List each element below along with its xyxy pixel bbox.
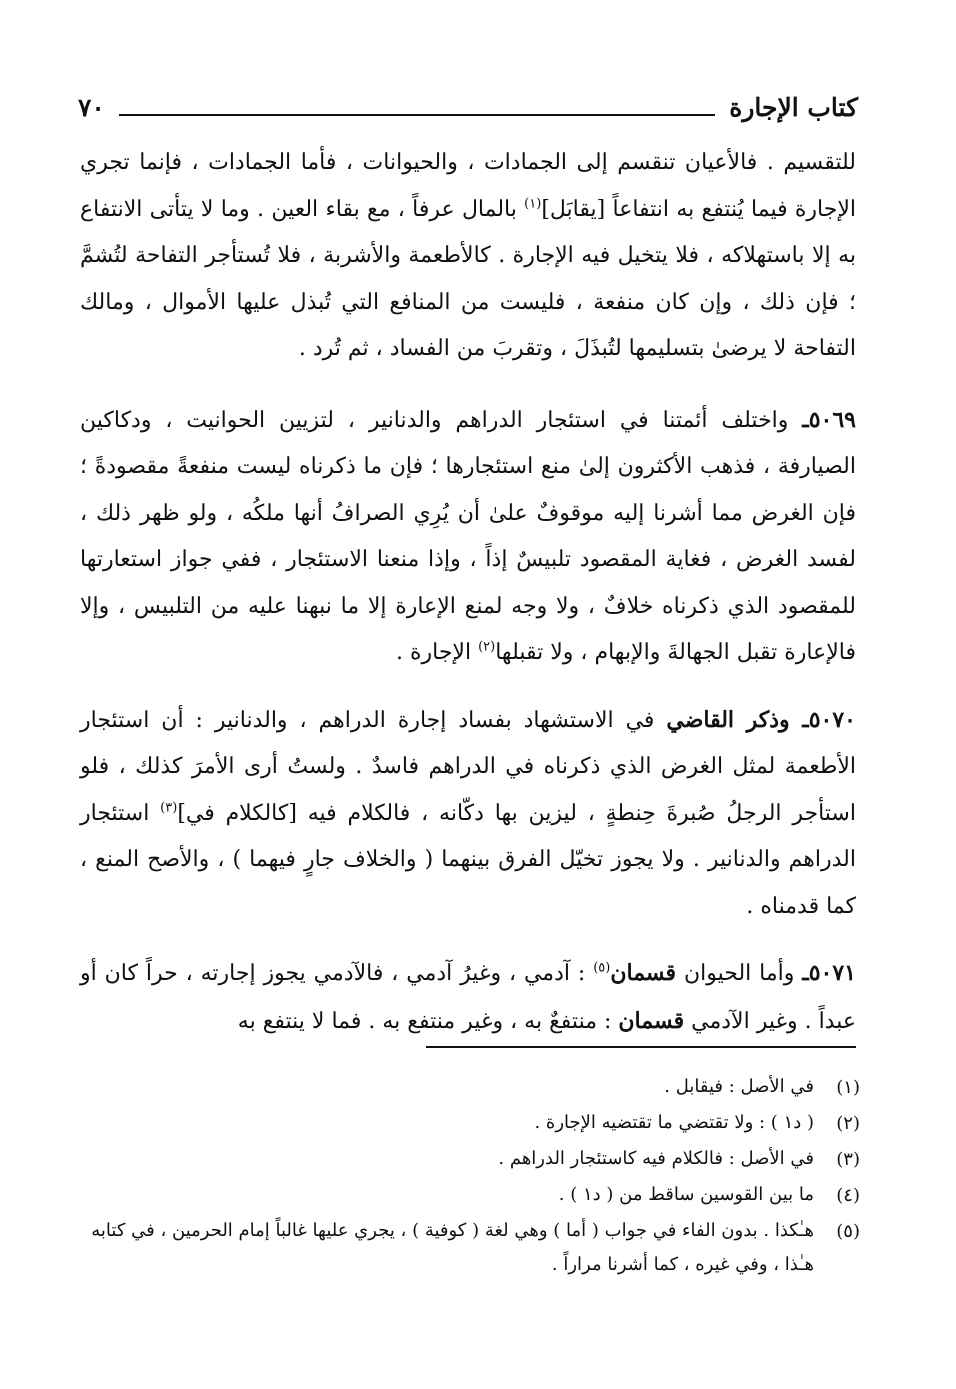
emphasis-term: قسمان	[618, 1007, 685, 1034]
paragraph-5071	[80, 950, 856, 1045]
footnote-text: ما بين القوسين ساقط من ( د١ ) .	[558, 1184, 814, 1205]
paragraph-intro	[80, 140, 856, 373]
paragraph-text: للتقسيم . فالأعيان تنقسم إلى الجمادات ، والحيوانات ، فأما الجمادات ، فإنما تجري الإجارة فيما يُنتفع به انتفاعاً [يقابَل]	[80, 150, 856, 222]
emphasis-term: قسمان	[610, 960, 677, 986]
footnote-number: (١)	[836, 1077, 860, 1098]
paragraph-text: الإجارة .	[395, 640, 479, 665]
footnote-number: (٣)	[836, 1149, 860, 1170]
paragraph-5070	[80, 697, 856, 931]
footnote-item	[80, 1214, 860, 1282]
main-text	[80, 140, 856, 1065]
footnote-text: في الأصل : فيقابل .	[664, 1076, 814, 1097]
footnote-ref: (٥)	[593, 960, 611, 976]
running-title: كتاب الإجارة	[729, 93, 858, 122]
footnote-number: (٥)	[836, 1221, 860, 1242]
footnote-item	[80, 1106, 860, 1142]
footnotes	[80, 1070, 860, 1282]
paragraph-text: : آدمي ، وغيرُ آدمي ، فالآدمي يجوز إجارته ، حراً كان أو عبداً . وغير الآدمي	[80, 961, 856, 1034]
paragraph-number: ٥٠٧٠ـ	[802, 706, 856, 733]
footnote-number: (٢)	[836, 1113, 860, 1134]
paragraph-number: ٥٠٧١ـ	[802, 960, 856, 986]
footnote-ref: (٣)	[160, 800, 178, 816]
footnote-number: (٤)	[836, 1185, 860, 1206]
page-header	[78, 84, 858, 128]
page-number: ٧٠	[78, 93, 105, 122]
footnote-item	[80, 1142, 860, 1178]
footnote-item	[80, 1070, 860, 1106]
paragraph-text: بالمال عرفاً ، مع بقاء العين . وما لا يتأتى الانتفاع به إلا باستهلاكه ، فلا يتخيل فيه الإجارة . كالأطعمة والأشربة ، فلا تُستأجر التفاحة لتُشمَّ ؛ فإن ذلك ، وإن كان منفعة ، فليست من المنافع التي تُبذل عليها الأموال ، ومالك التفاحة لا يرضىٰ بتسليمها لتُبذَلَ ، وتقربَ من الفساد ، ثم تُرد .	[80, 196, 856, 361]
paragraph-text: استئجار الدراهم والدنانير . ولا يجوز تخيّل الفرق بينهما ( والخلاف جارٍ فيهما ) ، والأصح المنع ، كما قدمناه .	[80, 800, 856, 919]
paragraph-text: : منتفعٌ به ، وغير منتفع به . فما لا ينتفع به	[237, 1008, 619, 1034]
footnote-text: هـٰكذا . بدون الفاء في جواب ( أما ) وهي لغة ( كوفية ) ، يجري عليها غالباً إمام الحرمين ، في كتابه هـٰذا ، وفي غيره ، كما أشرنا مراراً .	[91, 1220, 814, 1275]
header-rule	[119, 114, 715, 116]
footnote-text: في الأصل : فالكلام فيه كاستئجار الدراهم .	[498, 1148, 814, 1169]
footnote-ref: (١)	[524, 196, 542, 212]
footnote-separator	[426, 1046, 856, 1048]
paragraph-5069	[80, 397, 856, 677]
footnote-text: ( د١ ) : ولا تقتضي ما تقتضيه الإجارة .	[534, 1112, 814, 1133]
footnote-item	[80, 1178, 860, 1214]
paragraph-text: واختلف أئمتنا في استئجار الدراهم والدنانير ، لتزيين الحوانيت ، ودكاكين الصيارفة ، فذهب الأكثرون إلىٰ منع استئجارها ؛ فإن ما ذكرناه ليست منفعةً مقصودةً ؛ فإن الغرض مما أشرنا إليه موقوفٌ علىٰ أن يُرِي الصرافُ أنها ملكُه ، ولو ظهر ذلك ، لفسد الغرض ، فغاية المقصود تلبيسٌ إذاً ، وإذا منعنا الاستئجار ، ففي جواز استعارتها للمقصود الذي ذكرناه خلافٌ ، ولا وجه لمنع الإعارة إلا ما نبهنا عليه من التلبيس ، وإلا فالإعارة تقبل الجهالةَ والإبهام ، ولا تقبلها	[80, 407, 856, 665]
paragraph-number: ٥٠٦٩ـ	[802, 406, 856, 433]
paragraph-text: في الاستشهاد بفساد إجارة الدراهم ، والدنانير : أن استئجار الأطعمة لمثل الغرض الذي ذكرناه في الدراهم فاسدٌ . ولستُ أرى الأمرَ كذلك ، فلو استأجر الرجلُ صُبرةَ حِنطةٍ ، ليزين بها دكّانه ، فالكلام فيه [كالكلام في]	[80, 707, 856, 826]
paragraph-lead: وذكر القاضي	[666, 706, 803, 733]
paragraph-text: وأما الحيوان	[676, 961, 803, 986]
footnote-ref: (٢)	[478, 639, 496, 655]
